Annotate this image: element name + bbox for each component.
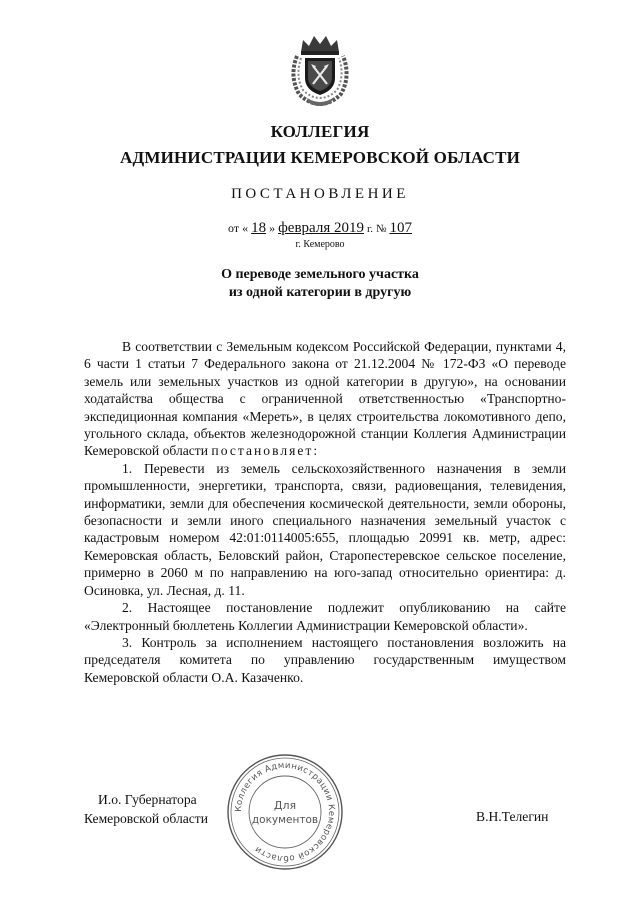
org-name-line1: КОЛЛЕГИЯ [270, 122, 370, 141]
document-title-line2: из одной категории в другую [228, 285, 412, 300]
intro-text: В соответствии с Земельным кодексом Российской Федерации, пунктами 4, 6 части 1 статьи 7 Федерального закона от 21.12.2004 № 172-ФЗ «О переводе земель или земельных участков из одной категории в другую», на основании ходатайства общества с ограниченной ответственностью «Транспортно-экспедиционная компания «Мереть», в целях строительства локомотивного депо, угольного склада, объектов железнодорожной станции Коллегия Администрации Кемеровской области [84, 339, 566, 459]
org-name-line2: АДМИНИСТРАЦИИ КЕМЕРОВСКОЙ ОБЛАСТИ [119, 148, 521, 167]
document-title-line1: О переводе земельного участка [221, 267, 419, 282]
date-day: 18 [251, 220, 267, 236]
clause-2: 2. Настоящее постановление подлежит опубликованию на сайте «Электронный бюллетень Коллегии Администрации Кемеровской области». [84, 600, 566, 633]
stamp-ring-text: Коллегия Администрации Кемеровской области [233, 760, 337, 864]
clause-1: 1. Перевести из земель сельскохозяйственного назначения в земли промышленности, энергетики, транспорта, связи, радиовещания, телевидения, информатики, земли для обеспечения космической деятельности, земли обороны, безопасности и земли иного специального назначения земельный участок с кадастровым номером 42:01:0114005:655, площадью 20991 кв. метр, адрес: Кемеровская область, Беловский район, Старопестеревское сельское поселение, примерно в 2060 м по направлению на юго-запад относительно ориентира: д. Осиновка, ул. Лесная, д. 11. [84, 460, 566, 598]
intro-paragraph [84, 338, 566, 460]
signatory-position-line1: И.о. Губернатора [98, 792, 197, 807]
date-quote-close: » [269, 221, 276, 235]
signatory-position [84, 790, 208, 828]
stamp-center-line1: Для [273, 799, 297, 812]
signatory-name: В.Н.Телегин [476, 809, 549, 824]
date-number-line [0, 220, 640, 237]
official-stamp [226, 753, 344, 871]
date-prefix: от « [227, 221, 249, 235]
city-label: г. Кемерово [295, 239, 345, 250]
date-year-suffix: г. [366, 223, 373, 235]
signatory-position-line2: Кемеровской области [84, 811, 209, 826]
stamp-center-line2: документов [251, 814, 319, 826]
clause-3: 3. Контроль за исполнением настоящего постановления возложить на председателя комитета по управлению государственным имуществом Кемеровской области О.А. Казаченко. [84, 634, 566, 685]
document-type: ПОСТАНОВЛЕНИЕ [231, 186, 409, 202]
document-number: 107 [389, 220, 412, 236]
decree-word: постановляет: [211, 443, 320, 459]
document-body [84, 338, 566, 686]
number-label: № [376, 223, 387, 235]
date-month-year: февраля 2019 [278, 220, 364, 236]
coat-of-arms-emblem [287, 32, 353, 108]
